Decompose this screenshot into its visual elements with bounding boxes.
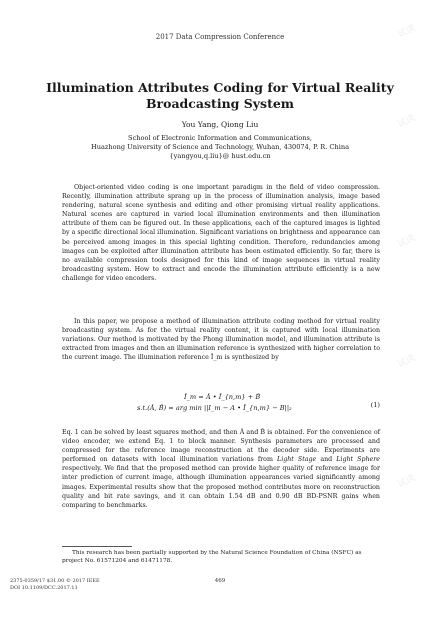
watermark: 试读	[396, 233, 417, 250]
doi-line: DOI 10.1109/DCC.2017.11	[10, 585, 78, 591]
light-sphere-term: Light Sphere	[336, 456, 380, 464]
paragraph-3	[62, 428, 380, 510]
equation-1	[62, 392, 380, 414]
watermark: 试读	[396, 23, 417, 40]
paragraph-3-part-c: respectively. We find that the proposed method can provide higher quality of reference image for inter prediction of current image, although illumination appearances varied significantly among images. Experimental results show that the proposed method contributes more on reconstruction quality and bit rate savings, and it can obtain 1.54 dB and 0.90 dB BD-PSNR gains when comparing to benchmarks.	[62, 465, 380, 509]
affiliation-email: {yangyou,q.liu}@ hust.edu.cn	[169, 152, 271, 160]
page-number: 469	[214, 578, 226, 584]
title-line-1: Illumination Attributes Coding for Virtual Reality	[46, 80, 394, 95]
affiliation-line-2: Huazhong University of Science and Technology, Wuhan, 430074, P. R. China	[90, 143, 350, 151]
paragraph-3-part-a: Eq. 1 can be solved by least squares method, and then Â and B̂ is obtained. For the convenience of video encoder, we extend Eq. 1 to block manner. Synthesis parameters are processed and compressed for the reference image reconstruction at the decoder side. Experiments are performed on datasets with local illumination variations from	[62, 429, 380, 464]
footnote-rule	[62, 546, 132, 547]
authors: You Yang, Qiong Liu	[181, 120, 259, 129]
paragraph-3-part-b: and	[316, 456, 337, 464]
watermark: 试读	[396, 113, 417, 130]
footnote: This research has been partially supported by the Natural Science Foundation of China (NSFC) as project No. 61571204 and 61471178.	[62, 550, 362, 564]
affiliation	[40, 134, 400, 161]
equation-number: (1)	[370, 401, 380, 409]
copyright-line: 2375-0359/17 $31.00 © 2017 IEEE	[10, 578, 100, 584]
watermark: 试读	[396, 473, 417, 490]
watermark: 试读	[396, 353, 417, 370]
conference-header: 2017 Data Compression Conference	[155, 33, 285, 41]
title-line-2: Broadcasting System	[145, 96, 295, 111]
equation-line-1: Î_m = Â • Ĩ_{n,m} + B̂	[184, 393, 261, 401]
paragraph-2: In this paper, we propose a method of illumination attribute coding method for virtual reality broadcasting system. As for the virtual reality content, it is captured with local illumination variations. Our method is motivated by the Phong illumination model, and illumination attribute is extracted from images and then an illumination reference is synthesized with higher correlation to the current image. The illumination reference Î_m is synthesized by	[62, 318, 380, 362]
paper-title	[40, 80, 400, 112]
affiliation-line-1: School of Electronic Information and Communications,	[128, 134, 312, 142]
paragraph-1: Object-oriented video coding is one important paradigm in the field of video compression. Recently, illumination attribute sprang up in the process of illumination analysis, image based rendering, natural scene synthesis and editing and other promising virtual reality applications. Natural scenes are captured in varied local illumination environments and then illumination attribute of them can be figured out. In these applications, each of the captured images is lighted by a specific directional local illumination. Significant variations on brightness and appearance can be perceived among images in this special lighting condition. Therefore, redundancies among images can be exploited after illumination attribute has been estimated efficiently. So far, there is no available compression tools designed for this kind of image sequences in virtual reality broadcasting system. How to extract and encode the illumination attribute efficiently is a new challenge for video encoders.	[62, 184, 380, 282]
light-stage-term: Light Stage	[277, 456, 317, 464]
equation-line-2: s.t.(Â, B̂) = arg min ||I_m − A • Ĩ_{n,m} − B||₂	[137, 404, 292, 412]
